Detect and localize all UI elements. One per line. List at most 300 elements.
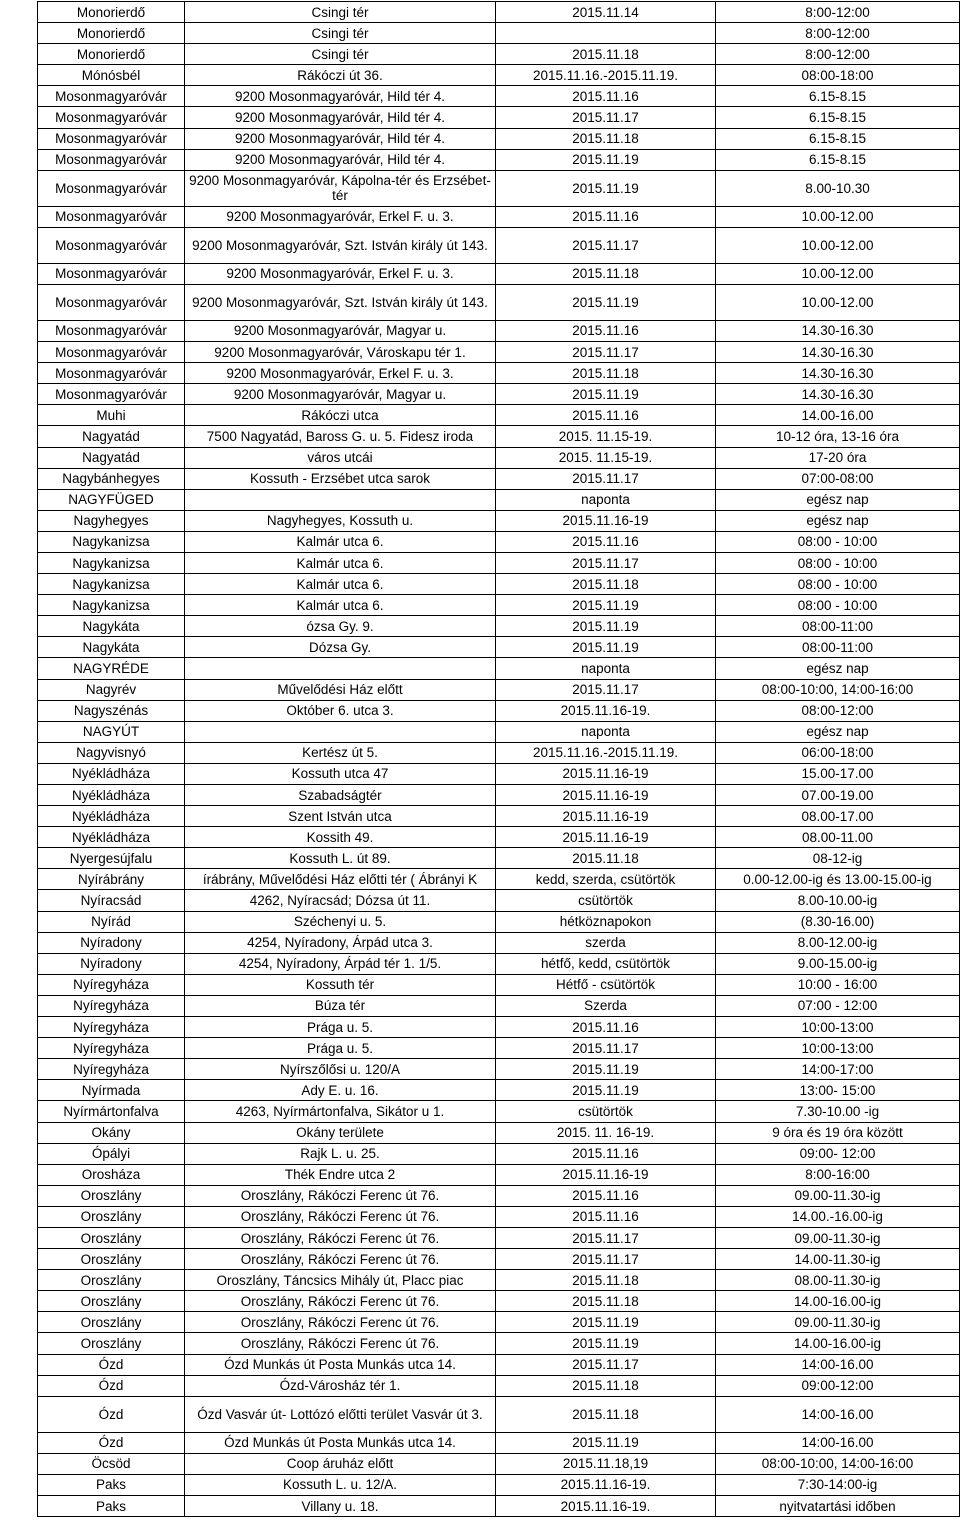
table-row [38,1080,960,1101]
date-cell: 2015.11.16 [496,531,716,552]
place-cell: Nagykáta [38,637,185,658]
table-row [38,1375,960,1396]
date-cell: 2015.11.16.-2015.11.19. [496,742,716,763]
time-cell: 07.00-19.00 [716,785,960,806]
address-cell: 9200 Mosonmagyaróvár, Magyar u. [185,320,496,341]
address-cell: Oroszlány, Rákóczi Ferenc út 76. [185,1206,496,1227]
place-cell: Nagykanizsa [38,531,185,552]
address-cell: Kossuth L. út 89. [185,848,496,869]
table-row [38,995,960,1016]
date-cell: 2015.11.16-19 [496,1164,716,1185]
date-cell: 2015.11.17 [496,1227,716,1248]
table-row [38,911,960,932]
table-row [38,128,960,149]
table-row [38,1038,960,1059]
table-row [38,384,960,405]
place-cell: Oroszlány [38,1291,185,1312]
address-cell: Rajk L. u. 25. [185,1143,496,1164]
date-cell: 2015.11.17 [496,468,716,489]
table-row [38,552,960,573]
place-cell: Nagyatád [38,447,185,468]
table-row [38,637,960,658]
address-cell: 4262, Nyíracsád; Dózsa út 11. [185,890,496,911]
time-cell: 08.00-17.00 [716,806,960,827]
date-cell: 2015.11.16-19 [496,806,716,827]
table-row [38,763,960,784]
time-cell: 09.00-11.30-ig [716,1185,960,1206]
table-row [38,827,960,848]
address-cell: Kalmár utca 6. [185,595,496,616]
time-cell: 08:00 - 10:00 [716,531,960,552]
date-cell: 2015.11.18 [496,1270,716,1291]
time-cell: 10:00-13:00 [716,1038,960,1059]
address-cell: Szabadságtér [185,785,496,806]
time-cell: 09:00- 12:00 [716,1143,960,1164]
time-cell: 14.00-11.30-ig [716,1249,960,1270]
table-row [38,426,960,447]
place-cell: Nyíregyháza [38,1017,185,1038]
table-row [38,806,960,827]
table-row [38,742,960,763]
address-cell: 9200 Mosonmagyaróvár, Hild tér 4. [185,107,496,128]
address-cell: Oroszlány, Rákóczi Ferenc út 76. [185,1333,496,1354]
place-cell: Ózd [38,1354,185,1375]
address-cell: Oroszlány, Rákóczi Ferenc út 76. [185,1185,496,1206]
time-cell: 14.00-16.00 [716,405,960,426]
date-cell: 2015.11.18 [496,574,716,595]
address-cell: Thék Endre utca 2 [185,1164,496,1185]
date-cell: csütörtök [496,890,716,911]
address-cell: Oroszlány, Táncsics Mihály út, Placc piac [185,1270,496,1291]
table-row [38,974,960,995]
place-cell: Öcsöd [38,1453,185,1474]
date-cell: 2015.11.19 [496,1333,716,1354]
table-row [38,700,960,721]
address-cell: 4254, Nyíradony, Árpád utca 3. [185,932,496,953]
place-cell: Nagyszénás [38,700,185,721]
date-cell: 2015.11.18 [496,1291,716,1312]
date-cell: kedd, szerda, csütörtök [496,869,716,890]
place-cell: Mosonmagyaróvár [38,128,185,149]
date-cell: 2015.11.16-19. [496,1496,716,1517]
table-row [38,1432,960,1453]
time-cell: 10:00-13:00 [716,1017,960,1038]
place-cell: Mosonmagyaróvár [38,363,185,384]
place-cell: Oroszlány [38,1333,185,1354]
time-cell: 08:00-11:00 [716,616,960,637]
place-cell: Nyergesújfalu [38,848,185,869]
table-row [38,1227,960,1248]
address-cell: 9200 Mosonmagyaróvár, Erkel F. u. 3. [185,263,496,284]
address-cell: 9200 Mosonmagyaróvár, Erkel F. u. 3. [185,363,496,384]
place-cell: Mosonmagyaróvár [38,149,185,170]
place-cell: Orosháza [38,1164,185,1185]
address-cell: Csingi tér [185,44,496,65]
place-cell: Nyírmártonfalva [38,1101,185,1122]
date-cell: 2015.11.14 [496,2,716,23]
date-cell: 2015.11.19 [496,284,716,320]
address-cell: Prága u. 5. [185,1038,496,1059]
address-cell: 9200 Mosonmagyaróvár, Hild tér 4. [185,128,496,149]
place-cell: Mosonmagyaróvár [38,206,185,227]
table-row [38,574,960,595]
address-cell: Kalmár utca 6. [185,552,496,573]
time-cell: 8:00-12:00 [716,23,960,44]
place-cell: Mosonmagyaróvár [38,342,185,363]
place-cell: Paks [38,1474,185,1495]
time-cell: 08:00-10:00, 14:00-16:00 [716,1453,960,1474]
date-cell: szerda [496,932,716,953]
table-row [38,1474,960,1495]
place-cell: Ózd [38,1432,185,1453]
time-cell: 07:00 - 12:00 [716,995,960,1016]
table-row [38,869,960,890]
date-cell: 2015.11.17 [496,227,716,263]
address-cell: Kossuth - Erzsébet utca sarok [185,468,496,489]
address-cell: Ady E. u. 16. [185,1080,496,1101]
address-cell: 4263, Nyírmártonfalva, Sikátor u 1. [185,1101,496,1122]
time-cell: 08:00 - 10:00 [716,552,960,573]
time-cell: 14.00-16.00-ig [716,1333,960,1354]
place-cell: Oroszlány [38,1249,185,1270]
address-cell: Dózsa Gy. [185,637,496,658]
place-cell: Monorierdő [38,2,185,23]
time-cell: 06:00-18:00 [716,742,960,763]
address-cell: Oroszlány, Rákóczi Ferenc út 76. [185,1291,496,1312]
table-row [38,342,960,363]
place-cell: Monorierdő [38,23,185,44]
address-cell: 9200 Mosonmagyaróvár, Erkel F. u. 3. [185,206,496,227]
time-cell: egész nap [716,658,960,679]
date-cell: 2015.11.18 [496,848,716,869]
time-cell: 14.30-16.30 [716,320,960,341]
time-cell: 14.30-16.30 [716,384,960,405]
time-cell: 08.00-11.30-ig [716,1270,960,1291]
table-row [38,1354,960,1375]
date-cell: hétfő, kedd, csütörtök [496,953,716,974]
table-row [38,890,960,911]
time-cell: 8.00-10.30 [716,170,960,206]
date-cell: 2015.11.19 [496,1312,716,1333]
table-row [38,107,960,128]
time-cell: 08:00 - 10:00 [716,574,960,595]
time-cell: 14:00-16.00 [716,1432,960,1453]
address-cell: Csingi tér [185,2,496,23]
date-cell: naponta [496,658,716,679]
time-cell: 13:00- 15:00 [716,1080,960,1101]
address-cell [185,658,496,679]
table-row [38,953,960,974]
address-cell: 9200 Mosonmagyaróvár, Szt. István király út 143. [185,284,496,320]
place-cell: Nyékládháza [38,827,185,848]
time-cell: 14.30-16.30 [716,342,960,363]
address-cell: Coop áruház előtt [185,1453,496,1474]
time-cell: 8.00-10.00-ig [716,890,960,911]
date-cell: 2015.11.17 [496,679,716,700]
date-cell: 2015. 11.15-19. [496,447,716,468]
place-cell: NAGYRÉDE [38,658,185,679]
place-cell: Nagyhegyes [38,510,185,531]
time-cell: nyitvatartási időben [716,1496,960,1517]
address-cell: Kertész út 5. [185,742,496,763]
date-cell: 2015.11.19 [496,170,716,206]
table-row [38,227,960,263]
place-cell: Nyíregyháza [38,1059,185,1080]
table-row [38,658,960,679]
place-cell: Nyírmada [38,1080,185,1101]
table-row [38,170,960,206]
time-cell: 08:00-10:00, 14:00-16:00 [716,679,960,700]
time-cell: 08.00-11.00 [716,827,960,848]
date-cell: 2015.11.16 [496,320,716,341]
address-cell: Kossuth L. u. 12/A. [185,1474,496,1495]
date-cell: csütörtök [496,1101,716,1122]
place-cell: Nagykanizsa [38,595,185,616]
table-row [38,679,960,700]
table-row [38,86,960,107]
time-cell: 14:00-17:00 [716,1059,960,1080]
schedule-body [38,2,960,1517]
address-cell: 7500 Nagyatád, Baross G. u. 5. Fidesz iroda [185,426,496,447]
place-cell: Nyíregyháza [38,1038,185,1059]
address-cell: Kossuth tér [185,974,496,995]
table-row [38,1206,960,1227]
place-cell: Oroszlány [38,1206,185,1227]
time-cell: 08:00 - 10:00 [716,595,960,616]
place-cell: NAGYFÜGED [38,489,185,510]
table-row [38,284,960,320]
date-cell: 2015.11.17 [496,1354,716,1375]
place-cell: Nagyvisnyó [38,742,185,763]
address-cell: Rákóczi út 36. [185,65,496,86]
table-row [38,1059,960,1080]
time-cell: (8.30-16.00) [716,911,960,932]
date-cell: 2015.11.16.-2015.11.19. [496,65,716,86]
address-cell: Ózd Vasvár út- Lottózó előtti terület Vasvár út 3. [185,1396,496,1432]
table-row [38,2,960,23]
date-cell: 2015.11.19 [496,637,716,658]
address-cell: 9200 Mosonmagyaróvár, Hild tér 4. [185,149,496,170]
address-cell: Ózd Munkás út Posta Munkás utca 14. [185,1432,496,1453]
date-cell: 2015. 11. 16-19. [496,1122,716,1143]
time-cell: 08:00-12:00 [716,700,960,721]
address-cell: Ózd Munkás út Posta Munkás utca 14. [185,1354,496,1375]
time-cell: 9 óra és 19 óra között [716,1122,960,1143]
place-cell: Mosonmagyaróvár [38,320,185,341]
date-cell: 2015.11.18 [496,128,716,149]
table-row [38,1453,960,1474]
time-cell: 10.00-12.00 [716,227,960,263]
time-cell: 6.15-8.15 [716,86,960,107]
table-row [38,447,960,468]
date-cell: 2015.11.18 [496,263,716,284]
address-cell: Prága u. 5. [185,1017,496,1038]
table-row [38,44,960,65]
place-cell: Mosonmagyaróvár [38,86,185,107]
place-cell: Paks [38,1496,185,1517]
date-cell: 2015.11.17 [496,1038,716,1059]
place-cell: Monorierdő [38,44,185,65]
place-cell: Nyíregyháza [38,974,185,995]
time-cell: 14.00.-16.00-ig [716,1206,960,1227]
time-cell: egész nap [716,489,960,510]
time-cell: 8:00-12:00 [716,2,960,23]
date-cell: 2015.11.18 [496,1375,716,1396]
address-cell: Oroszlány, Rákóczi Ferenc út 76. [185,1249,496,1270]
table-row [38,531,960,552]
place-cell: Nyékládháza [38,806,185,827]
place-cell: NAGYÚT [38,721,185,742]
date-cell: 2015.11.19 [496,1432,716,1453]
time-cell: 10:00 - 16:00 [716,974,960,995]
time-cell: 08:00-11:00 [716,637,960,658]
date-cell: 2015.11.16 [496,206,716,227]
time-cell: 7:30-14:00-ig [716,1474,960,1495]
time-cell: 14.00-16.00-ig [716,1291,960,1312]
table-row [38,1143,960,1164]
table-row [38,1249,960,1270]
time-cell: 7.30-10.00 -ig [716,1101,960,1122]
date-cell: 2015.11.16 [496,86,716,107]
time-cell: 10-12 óra, 13-16 óra [716,426,960,447]
date-cell: 2015.11.17 [496,1249,716,1270]
table-row [38,65,960,86]
date-cell: 2015.11.17 [496,342,716,363]
date-cell: 2015.11.17 [496,107,716,128]
address-cell: 9200 Mosonmagyaróvár, Kápolna-tér és Erzsébet-tér [185,170,496,206]
place-cell: Oroszlány [38,1270,185,1291]
table-row [38,320,960,341]
date-cell: 2015.11.17 [496,552,716,573]
table-row [38,1101,960,1122]
place-cell: Nyírábrány [38,869,185,890]
date-cell: naponta [496,489,716,510]
place-cell: Nagybánhegyes [38,468,185,489]
date-cell: 2015.11.18 [496,44,716,65]
schedule-table [37,1,960,1517]
time-cell: 6.15-8.15 [716,128,960,149]
address-cell: 9200 Mosonmagyaróvár, Városkapu tér 1. [185,342,496,363]
address-cell: Kalmár utca 6. [185,531,496,552]
time-cell: 08:00-18:00 [716,65,960,86]
time-cell: egész nap [716,721,960,742]
date-cell: 2015.11.19 [496,149,716,170]
time-cell: 14:00-16.00 [716,1354,960,1375]
place-cell: Oroszlány [38,1312,185,1333]
address-cell: Csingi tér [185,23,496,44]
address-cell: Nyírszőlősi u. 120/A [185,1059,496,1080]
table-row [38,1164,960,1185]
place-cell: Oroszlány [38,1185,185,1206]
place-cell: Nyíracsád [38,890,185,911]
address-cell: Oroszlány, Rákóczi Ferenc út 76. [185,1312,496,1333]
date-cell: 2015.11.16-19. [496,1474,716,1495]
place-cell: Nagykanizsa [38,574,185,595]
place-cell: Oroszlány [38,1227,185,1248]
place-cell: Nyírád [38,911,185,932]
place-cell: Nagyatád [38,426,185,447]
table-row [38,363,960,384]
table-row [38,848,960,869]
place-cell: Ózd [38,1396,185,1432]
date-cell: 2015.11.18 [496,1396,716,1432]
time-cell: 6.15-8.15 [716,149,960,170]
table-row [38,1017,960,1038]
place-cell: Mónósbél [38,65,185,86]
place-cell: Nyíradony [38,932,185,953]
time-cell: 09.00-11.30-ig [716,1312,960,1333]
table-row [38,1333,960,1354]
address-cell: város utcái [185,447,496,468]
table-row [38,1312,960,1333]
date-cell: Szerda [496,995,716,1016]
date-cell: 2015.11.19 [496,1059,716,1080]
table-row [38,510,960,531]
address-cell: 9200 Mosonmagyaróvár, Szt. István király út 143. [185,227,496,263]
time-cell: 14:00-16.00 [716,1396,960,1432]
date-cell: naponta [496,721,716,742]
date-cell: 2015.11.16-19 [496,827,716,848]
table-row [38,405,960,426]
address-cell: 9200 Mosonmagyaróvár, Hild tér 4. [185,86,496,107]
place-cell: Ópályi [38,1143,185,1164]
table-row [38,1185,960,1206]
place-cell: Okány [38,1122,185,1143]
time-cell: egész nap [716,510,960,531]
address-cell: Kossith 49. [185,827,496,848]
date-cell: 2015.11.18,19 [496,1453,716,1474]
table-row [38,149,960,170]
place-cell: Nagykanizsa [38,552,185,573]
date-cell: 2015.11.19 [496,595,716,616]
address-cell: 9200 Mosonmagyaróvár, Magyar u. [185,384,496,405]
table-row [38,595,960,616]
address-cell [185,489,496,510]
time-cell: 8.00-12.00-ig [716,932,960,953]
address-cell: írábrány, Művelődési Ház előtti tér ( Ábrányi K [185,869,496,890]
address-cell [185,721,496,742]
place-cell: Mosonmagyaróvár [38,384,185,405]
address-cell: 4254, Nyíradony, Árpád tér 1. 1/5. [185,953,496,974]
address-cell: Kossuth utca 47 [185,763,496,784]
time-cell: 9.00-15.00-ig [716,953,960,974]
place-cell: Nyíregyháza [38,995,185,1016]
address-cell: Szent István utca [185,806,496,827]
date-cell: 2015.11.19 [496,616,716,637]
place-cell: Muhi [38,405,185,426]
table-row [38,616,960,637]
date-cell [496,23,716,44]
time-cell: 07:00-08:00 [716,468,960,489]
place-cell: Mosonmagyaróvár [38,263,185,284]
address-cell: Művelődési Ház előtt [185,679,496,700]
time-cell: 17-20 óra [716,447,960,468]
place-cell: Nyékládháza [38,785,185,806]
address-cell: Kalmár utca 6. [185,574,496,595]
date-cell: Hétfő - csütörtök [496,974,716,995]
time-cell: 8:00-12:00 [716,44,960,65]
time-cell: 15.00-17.00 [716,763,960,784]
address-cell: Október 6. utca 3. [185,700,496,721]
time-cell: 8:00-16:00 [716,1164,960,1185]
address-cell: Ózd-Városház tér 1. [185,1375,496,1396]
place-cell: Nagyrév [38,679,185,700]
date-cell: 2015.11.16 [496,1185,716,1206]
table-row [38,785,960,806]
address-cell: Villany u. 18. [185,1496,496,1517]
date-cell: 2015.11.16 [496,405,716,426]
address-cell: Széchenyi u. 5. [185,911,496,932]
